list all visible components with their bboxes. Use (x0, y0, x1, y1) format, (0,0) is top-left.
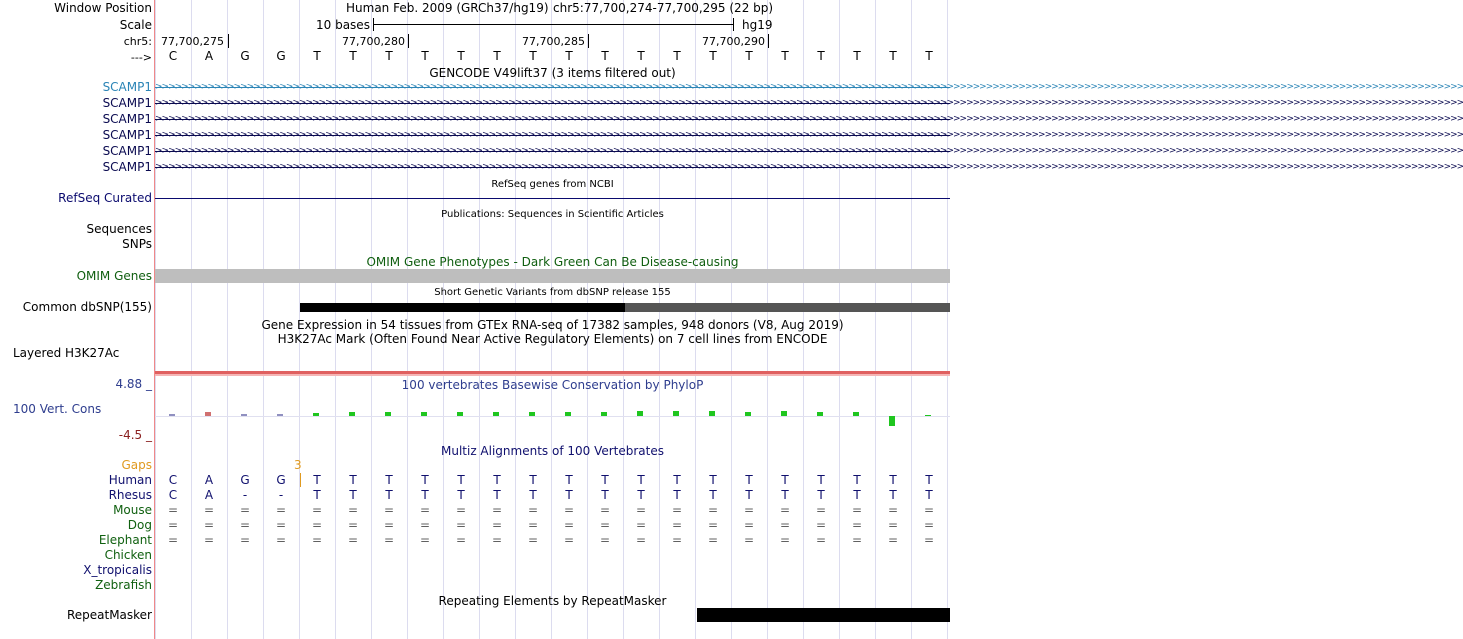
alignment-base: = (707, 503, 719, 517)
alignment-base: = (815, 518, 827, 532)
alignment-base: T (313, 488, 321, 502)
gencode-gene-label[interactable]: SCAMP1 (102, 96, 152, 110)
alignment-base: C (168, 488, 178, 502)
alignment-base: T (637, 473, 645, 487)
alignment-base: = (491, 503, 503, 517)
base-letter: T (565, 49, 573, 63)
alignment-base: = (923, 533, 935, 547)
assembly-title: Human Feb. 2009 (GRCh37/hg19) (346, 1, 549, 15)
alignment-base: T (457, 488, 465, 502)
alignment-base: T (493, 488, 501, 502)
alignment-base: = (527, 533, 539, 547)
alignment-base: T (385, 488, 393, 502)
alignment-base: T (529, 488, 537, 502)
species-label[interactable]: Chicken (104, 548, 152, 562)
strand-label: ---> (130, 51, 152, 64)
alignment-base: = (743, 503, 755, 517)
alignment-base: T (889, 473, 897, 487)
alignment-base: = (275, 503, 287, 517)
track-label-panel (0, 0, 154, 639)
gencode-track-title[interactable]: GENCODE V49lift37 (3 items filtered out) (429, 66, 676, 80)
alignment-base: = (275, 533, 287, 547)
alignment-base: = (599, 503, 611, 517)
conservation-bar (565, 412, 571, 416)
scale-bar-right-cap (733, 18, 734, 31)
alignment-base: T (853, 488, 861, 502)
scale-text: 10 bases (316, 18, 370, 32)
species-label[interactable]: Dog (127, 518, 152, 532)
alignment-base: = (203, 533, 215, 547)
alignment-base: = (599, 533, 611, 547)
omim-track-title[interactable]: OMIM Gene Phenotypes - Dark Green Can Be Disease-causing (366, 255, 739, 269)
alignment-base: T (421, 473, 429, 487)
conservation-bar (817, 412, 823, 416)
base-letter: T (709, 49, 717, 63)
alignment-base: = (311, 533, 323, 547)
conservation-min-label: -4.5 _ (118, 428, 152, 442)
position-tick-4: 77,700,290 (702, 35, 765, 48)
alignment-base: T (565, 488, 573, 502)
alignment-base: = (851, 533, 863, 547)
alignment-base: = (743, 533, 755, 547)
repeatmasker-element-bar[interactable] (697, 608, 950, 622)
position-tick-3: 77,700,285 (522, 35, 585, 48)
h3k27ac-signal-shade (155, 374, 950, 376)
alignment-base: T (709, 473, 717, 487)
conservation-bar (889, 416, 895, 426)
db-text: hg19 (742, 18, 773, 32)
base-letter: T (925, 49, 933, 63)
alignment-base: = (419, 518, 431, 532)
refseq-track-label[interactable]: RefSeq Curated (58, 191, 152, 205)
alignment-base: T (529, 473, 537, 487)
h3k27ac-track-title[interactable]: H3K27Ac Mark (Often Found Near Active Regulatory Elements) on 7 cell lines from ENCODE (277, 332, 828, 346)
alignment-base: = (167, 533, 179, 547)
alignment-base: = (635, 503, 647, 517)
conservation-bar (637, 411, 643, 416)
alignment-base: T (565, 473, 573, 487)
alignment-base: = (203, 518, 215, 532)
alignment-base: = (455, 518, 467, 532)
scale-bar (373, 24, 733, 25)
alignment-base: T (601, 488, 609, 502)
multiz-track-title[interactable]: Multiz Alignments of 100 Vertebrates (440, 444, 665, 458)
species-label[interactable]: Zebrafish (95, 578, 152, 592)
alignment-base: = (167, 503, 179, 517)
alignment-base: = (239, 503, 251, 517)
conservation-baseline (155, 416, 950, 417)
base-letter: T (457, 49, 465, 63)
alignment-base: T (925, 488, 933, 502)
gencode-gene-label[interactable]: SCAMP1 (102, 160, 152, 174)
base-letter: T (601, 49, 609, 63)
conservation-bar (169, 414, 175, 416)
gencode-strand-chevrons: >>>>>>>>>>>>>>>>>>>>>>>>>>>>>>>>>>>>>>>>>>>>>>>>>>>>>>>>>>>>>>>>>>>>>>>>>>>>>>>>>>>>>>>>>>>>>>>>>>>>>>>>>>>>>>>>>>>>>>>>>>>>>>>>>>>>>>>>>>>>>>>>>>>>>>>>>>>>>>>>>>>>>>>>>>>>>>>>>>>>>>>>>>>>>>>>>>>>>>>> (155, 98, 1463, 108)
base-letter: T (313, 49, 321, 63)
conservation-bar (745, 412, 751, 416)
gencode-gene-label[interactable]: SCAMP1 (102, 112, 152, 126)
conservation-bar (349, 412, 355, 416)
alignment-base: = (779, 533, 791, 547)
gencode-gene-label[interactable]: SCAMP1 (102, 144, 152, 158)
alignment-base: T (781, 473, 789, 487)
species-label[interactable]: Elephant (98, 533, 152, 547)
base-letter: T (637, 49, 645, 63)
alignment-base: = (455, 533, 467, 547)
base-letter: G (276, 49, 286, 63)
conservation-bar (529, 412, 535, 416)
alignment-base: T (925, 473, 933, 487)
alignment-base: = (563, 503, 575, 517)
alignment-base: = (851, 518, 863, 532)
position-tick-1: 77,700,275 (161, 35, 224, 48)
scale-bar-left-cap (373, 18, 374, 31)
base-letter: G (240, 49, 250, 63)
alignment-base: T (673, 473, 681, 487)
alignment-base: = (455, 503, 467, 517)
alignment-base: = (887, 503, 899, 517)
alignment-base: = (311, 518, 323, 532)
alignment-base: = (671, 533, 683, 547)
alignment-base: T (817, 473, 825, 487)
dbsnp-track-title[interactable]: Short Genetic Variants from dbSNP release 155 (434, 287, 671, 298)
species-label[interactable]: Rhesus (108, 488, 152, 502)
alignment-base: = (383, 533, 395, 547)
alignment-base: = (923, 518, 935, 532)
conservation-bar (925, 415, 931, 416)
alignment-base: T (493, 473, 501, 487)
base-letter: T (673, 49, 681, 63)
window-position-label: Window Position (54, 1, 152, 15)
alignment-base: T (601, 473, 609, 487)
position-tick-mark-1 (228, 34, 229, 48)
alignment-base: = (347, 518, 359, 532)
base-letter: T (853, 49, 861, 63)
alignment-base: = (419, 503, 431, 517)
track-data-area[interactable] (155, 0, 1463, 639)
base-letter: T (745, 49, 753, 63)
chrom-label: chr5: (123, 35, 152, 48)
base-letter: T (349, 49, 357, 63)
gaps-label: Gaps (121, 458, 152, 472)
conservation-bar (421, 412, 427, 416)
conservation-track-title[interactable]: 100 vertebrates Basewise Conservation by PhyloP (401, 378, 704, 392)
base-letter: T (493, 49, 501, 63)
base-letter: C (168, 49, 178, 63)
alignment-base: = (383, 503, 395, 517)
alignment-base: = (887, 518, 899, 532)
base-letter: T (889, 49, 897, 63)
alignment-base: = (815, 503, 827, 517)
conservation-bar (709, 411, 715, 416)
window-position: chr5:77,700,274-77,700,295 (22 bp) (553, 1, 774, 15)
alignment-base: = (491, 533, 503, 547)
conservation-bar (781, 411, 787, 416)
alignment-base: = (563, 518, 575, 532)
alignment-base: = (347, 503, 359, 517)
gap-count: 3 (294, 458, 302, 472)
alignment-base: = (275, 518, 287, 532)
alignment-base: A (204, 473, 214, 487)
alignment-base: T (709, 488, 717, 502)
gencode-strand-chevrons: >>>>>>>>>>>>>>>>>>>>>>>>>>>>>>>>>>>>>>>>>>>>>>>>>>>>>>>>>>>>>>>>>>>>>>>>>>>>>>>>>>>>>>>>>>>>>>>>>>>>>>>>>>>>>>>>>>>>>>>>>>>>>>>>>>>>>>>>>>>>>>>>>>>>>>>>>>>>>>>>>>>>>>>>>>>>>>>>>>>>>>>>>>>>>>>>>>>>>>>> (155, 114, 1463, 124)
position-tick-mark-3 (588, 34, 589, 48)
gtex-track-title[interactable]: Gene Expression in 54 tissues from GTEx RNA-seq of 17382 samples, 948 donors (V8, Aug 2019) (261, 318, 844, 332)
publications-track-title[interactable]: Publications: Sequences in Scientific Articles (441, 209, 664, 220)
snps-track-label[interactable]: SNPs (122, 237, 152, 251)
gencode-gene-label[interactable]: SCAMP1 (102, 80, 152, 94)
conservation-bar (601, 412, 607, 416)
alignment-base: = (311, 503, 323, 517)
gencode-strand-chevrons: >>>>>>>>>>>>>>>>>>>>>>>>>>>>>>>>>>>>>>>>>>>>>>>>>>>>>>>>>>>>>>>>>>>>>>>>>>>>>>>>>>>>>>>>>>>>>>>>>>>>>>>>>>>>>>>>>>>>>>>>>>>>>>>>>>>>>>>>>>>>>>>>>>>>>>>>>>>>>>>>>>>>>>>>>>>>>>>>>>>>>>>>>>>>>>>>>>>>>>>> (155, 82, 1463, 92)
alignment-base: G (240, 473, 250, 487)
alignment-base: = (239, 518, 251, 532)
alignment-base: T (673, 488, 681, 502)
position-tick-mark-2 (408, 34, 409, 48)
alignment-base: = (887, 533, 899, 547)
refseq-gene-line[interactable] (155, 198, 950, 199)
conservation-bar (853, 412, 859, 416)
alignment-base: = (203, 503, 215, 517)
position-tick-mark-4 (768, 34, 769, 48)
alignment-base: C (168, 473, 178, 487)
refseq-track-title[interactable]: RefSeq genes from NCBI (491, 179, 614, 190)
conservation-bar (385, 412, 391, 416)
dbsnp-track-label[interactable]: Common dbSNP(155) (22, 300, 152, 314)
alignment-base: = (779, 503, 791, 517)
alignment-base: = (707, 533, 719, 547)
omim-gene-bar[interactable] (155, 269, 950, 283)
alignment-base: - (278, 488, 284, 502)
alignment-base: T (349, 488, 357, 502)
alignment-base: = (815, 533, 827, 547)
conservation-max-label: 4.88 _ (115, 377, 152, 391)
dbsnp-variant-bar-2[interactable] (625, 303, 950, 312)
h3k27ac-track-label[interactable]: Layered H3K27Ac (13, 346, 120, 360)
base-letter: T (817, 49, 825, 63)
alignment-base: = (347, 533, 359, 547)
alignment-base: T (853, 473, 861, 487)
alignment-base: = (167, 518, 179, 532)
conservation-bar (205, 412, 211, 416)
base-letter: A (204, 49, 214, 63)
alignment-base: T (457, 473, 465, 487)
conservation-bar (493, 412, 499, 416)
alignment-base: = (635, 533, 647, 547)
alignment-base: T (421, 488, 429, 502)
gencode-strand-chevrons: >>>>>>>>>>>>>>>>>>>>>>>>>>>>>>>>>>>>>>>>>>>>>>>>>>>>>>>>>>>>>>>>>>>>>>>>>>>>>>>>>>>>>>>>>>>>>>>>>>>>>>>>>>>>>>>>>>>>>>>>>>>>>>>>>>>>>>>>>>>>>>>>>>>>>>>>>>>>>>>>>>>>>>>>>>>>>>>>>>>>>>>>>>>>>>>>>>>>>>>> (155, 146, 1463, 156)
base-letter: T (385, 49, 393, 63)
conservation-bar (277, 414, 283, 416)
repeatmasker-track-label[interactable]: RepeatMasker (66, 608, 152, 622)
conservation-bar (457, 412, 463, 416)
repeatmasker-track-title[interactable]: Repeating Elements by RepeatMasker (438, 594, 667, 608)
alignment-base: T (781, 488, 789, 502)
conservation-bar (673, 411, 679, 416)
base-letter: T (421, 49, 429, 63)
alignment-base: = (491, 518, 503, 532)
alignment-base: = (239, 533, 251, 547)
conservation-track-label[interactable]: 100 Vert. Cons (13, 402, 102, 416)
alignment-base: = (563, 533, 575, 547)
alignment-base: = (671, 503, 683, 517)
alignment-base: = (923, 503, 935, 517)
alignment-base: = (383, 518, 395, 532)
base-letter: T (529, 49, 537, 63)
alignment-base: T (385, 473, 393, 487)
publications-track-label[interactable]: Sequences (86, 222, 152, 236)
scale-label: Scale (119, 18, 152, 32)
alignment-base: = (527, 518, 539, 532)
alignment-base: = (419, 533, 431, 547)
alignment-base: = (671, 518, 683, 532)
alignment-base: T (313, 473, 321, 487)
position-tick-2: 77,700,280 (342, 35, 405, 48)
alignment-base: G (276, 473, 286, 487)
conservation-bar (313, 413, 319, 416)
gencode-gene-label[interactable]: SCAMP1 (102, 128, 152, 142)
alignment-base: = (527, 503, 539, 517)
species-label[interactable]: Human (108, 473, 152, 487)
alignment-base: T (817, 488, 825, 502)
alignment-base: T (889, 488, 897, 502)
base-letter: T (781, 49, 789, 63)
alignment-base: A (204, 488, 214, 502)
alignment-base: T (349, 473, 357, 487)
alignment-base: = (707, 518, 719, 532)
gencode-strand-chevrons: >>>>>>>>>>>>>>>>>>>>>>>>>>>>>>>>>>>>>>>>>>>>>>>>>>>>>>>>>>>>>>>>>>>>>>>>>>>>>>>>>>>>>>>>>>>>>>>>>>>>>>>>>>>>>>>>>>>>>>>>>>>>>>>>>>>>>>>>>>>>>>>>>>>>>>>>>>>>>>>>>>>>>>>>>>>>>>>>>>>>>>>>>>>>>>>>>>>>>>>> (155, 130, 1463, 140)
alignment-base: T (745, 488, 753, 502)
alignment-base: - (242, 488, 248, 502)
species-label[interactable]: Mouse (113, 503, 152, 517)
species-label[interactable]: X_tropicalis (83, 563, 152, 577)
alignment-base: T (745, 473, 753, 487)
omim-track-label[interactable]: OMIM Genes (76, 269, 152, 283)
conservation-bar (241, 414, 247, 416)
alignment-base: = (779, 518, 791, 532)
gencode-strand-chevrons: >>>>>>>>>>>>>>>>>>>>>>>>>>>>>>>>>>>>>>>>>>>>>>>>>>>>>>>>>>>>>>>>>>>>>>>>>>>>>>>>>>>>>>>>>>>>>>>>>>>>>>>>>>>>>>>>>>>>>>>>>>>>>>>>>>>>>>>>>>>>>>>>>>>>>>>>>>>>>>>>>>>>>>>>>>>>>>>>>>>>>>>>>>>>>>>>>>>>>>>> (155, 162, 1463, 172)
alignment-base: = (743, 518, 755, 532)
alignment-base: = (599, 518, 611, 532)
alignment-base: = (635, 518, 647, 532)
alignment-base: = (851, 503, 863, 517)
alignment-base: T (637, 488, 645, 502)
